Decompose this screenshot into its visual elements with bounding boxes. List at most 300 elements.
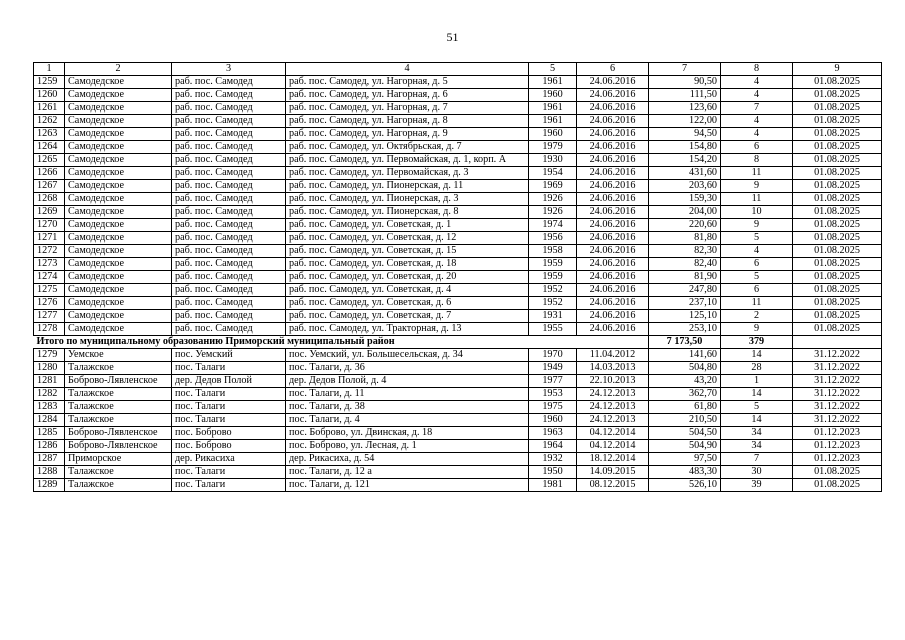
year-cell: 1949	[529, 362, 577, 375]
row-number-cell: 1262	[34, 115, 65, 128]
deadline-cell: 31.12.2022	[793, 388, 882, 401]
row-number-cell: 1288	[34, 466, 65, 479]
table-row	[34, 362, 882, 375]
deadline-cell: 01.08.2025	[793, 180, 882, 193]
year-cell: 1961	[529, 102, 577, 115]
deadline-cell: 01.08.2025	[793, 284, 882, 297]
municipality-cell: Самодедское	[65, 206, 172, 219]
settlement-cell: дер. Дедов Полой	[172, 375, 286, 388]
date-cell: 24.06.2016	[577, 284, 649, 297]
total-row	[34, 336, 882, 349]
settlement-cell: раб. пос. Самодед	[172, 297, 286, 310]
year-cell: 1963	[529, 427, 577, 440]
settlement-cell: пос. Талаги	[172, 388, 286, 401]
area-cell: 253,10	[649, 323, 721, 336]
row-number-cell: 1276	[34, 297, 65, 310]
settlement-cell: раб. пос. Самодед	[172, 76, 286, 89]
year-cell: 1950	[529, 466, 577, 479]
address-cell: дер. Рикасиха, д. 54	[286, 453, 529, 466]
deadline-cell: 01.08.2025	[793, 76, 882, 89]
column-number-8: 8	[721, 63, 793, 76]
residents-cell: 11	[721, 297, 793, 310]
table-row	[34, 323, 882, 336]
address-cell: пос. Талаги, д. 121	[286, 479, 529, 492]
area-cell: 111,50	[649, 89, 721, 102]
year-cell: 1932	[529, 453, 577, 466]
row-number-cell: 1280	[34, 362, 65, 375]
address-cell: раб. пос. Самодед, ул. Советская, д. 20	[286, 271, 529, 284]
municipality-cell: Самодедское	[65, 245, 172, 258]
area-cell: 237,10	[649, 297, 721, 310]
year-cell: 1977	[529, 375, 577, 388]
address-cell: пос. Талаги, д. 12 а	[286, 466, 529, 479]
date-cell: 04.12.2014	[577, 440, 649, 453]
row-number-cell: 1271	[34, 232, 65, 245]
area-cell: 61,80	[649, 401, 721, 414]
residents-cell: 7	[721, 453, 793, 466]
deadline-cell: 01.08.2025	[793, 115, 882, 128]
year-cell: 1975	[529, 401, 577, 414]
address-cell: раб. пос. Самодед, ул. Тракторная, д. 13	[286, 323, 529, 336]
residents-cell: 4	[721, 128, 793, 141]
settlement-cell: раб. пос. Самодед	[172, 193, 286, 206]
residents-cell: 14	[721, 349, 793, 362]
municipality-cell: Боброво-Лявленское	[65, 375, 172, 388]
total-empty-cell	[793, 336, 882, 349]
year-cell: 1955	[529, 323, 577, 336]
residents-cell: 4	[721, 89, 793, 102]
residents-cell: 1	[721, 375, 793, 388]
address-cell: раб. пос. Самодед, ул. Нагорная, д. 8	[286, 115, 529, 128]
deadline-cell: 01.08.2025	[793, 193, 882, 206]
area-cell: 43,20	[649, 375, 721, 388]
row-number-cell: 1284	[34, 414, 65, 427]
municipality-cell: Самодедское	[65, 232, 172, 245]
settlement-cell: раб. пос. Самодед	[172, 219, 286, 232]
deadline-cell: 01.08.2025	[793, 479, 882, 492]
deadline-cell: 01.12.2023	[793, 453, 882, 466]
area-cell: 154,20	[649, 154, 721, 167]
residents-cell: 11	[721, 167, 793, 180]
address-cell: раб. пос. Самодед, ул. Пионерская, д. 11	[286, 180, 529, 193]
address-cell: пос. Талаги, д. 38	[286, 401, 529, 414]
table-row	[34, 141, 882, 154]
deadline-cell: 01.08.2025	[793, 167, 882, 180]
settlement-cell: раб. пос. Самодед	[172, 245, 286, 258]
municipality-cell: Талажское	[65, 479, 172, 492]
year-cell: 1952	[529, 297, 577, 310]
table-row	[34, 414, 882, 427]
deadline-cell: 01.08.2025	[793, 89, 882, 102]
row-number-cell: 1283	[34, 401, 65, 414]
date-cell: 24.06.2016	[577, 310, 649, 323]
year-cell: 1959	[529, 271, 577, 284]
residents-cell: 6	[721, 141, 793, 154]
settlement-cell: пос. Боброво	[172, 427, 286, 440]
date-cell: 24.06.2016	[577, 297, 649, 310]
date-cell: 24.06.2016	[577, 245, 649, 258]
municipality-cell: Талажское	[65, 401, 172, 414]
municipality-cell: Боброво-Лявленское	[65, 440, 172, 453]
year-cell: 1926	[529, 193, 577, 206]
year-cell: 1961	[529, 115, 577, 128]
total-area: 7 173,50	[649, 336, 721, 349]
table-row	[34, 349, 882, 362]
date-cell: 08.12.2015	[577, 479, 649, 492]
date-cell: 24.06.2016	[577, 206, 649, 219]
residents-cell: 30	[721, 466, 793, 479]
settlement-cell: раб. пос. Самодед	[172, 141, 286, 154]
deadline-cell: 01.08.2025	[793, 141, 882, 154]
deadline-cell: 01.08.2025	[793, 310, 882, 323]
row-number-cell: 1259	[34, 76, 65, 89]
deadline-cell: 01.08.2025	[793, 128, 882, 141]
municipality-cell: Талажское	[65, 414, 172, 427]
date-cell: 24.06.2016	[577, 219, 649, 232]
settlement-cell: раб. пос. Самодед	[172, 167, 286, 180]
table-row	[34, 453, 882, 466]
deadline-cell: 01.08.2025	[793, 154, 882, 167]
housing-table	[33, 62, 882, 492]
address-cell: раб. пос. Самодед, ул. Нагорная, д. 5	[286, 76, 529, 89]
municipality-cell: Уемское	[65, 349, 172, 362]
residents-cell: 5	[721, 232, 793, 245]
table-row	[34, 219, 882, 232]
settlement-cell: пос. Боброво	[172, 440, 286, 453]
row-number-cell: 1279	[34, 349, 65, 362]
address-cell: раб. пос. Самодед, ул. Нагорная, д. 7	[286, 102, 529, 115]
date-cell: 24.06.2016	[577, 271, 649, 284]
area-cell: 82,40	[649, 258, 721, 271]
date-cell: 18.12.2014	[577, 453, 649, 466]
settlement-cell: раб. пос. Самодед	[172, 115, 286, 128]
settlement-cell: раб. пос. Самодед	[172, 323, 286, 336]
column-number-9: 9	[793, 63, 882, 76]
row-number-cell: 1268	[34, 193, 65, 206]
deadline-cell: 01.08.2025	[793, 206, 882, 219]
area-cell: 97,50	[649, 453, 721, 466]
settlement-cell: раб. пос. Самодед	[172, 154, 286, 167]
deadline-cell: 01.12.2023	[793, 440, 882, 453]
row-number-cell: 1272	[34, 245, 65, 258]
residents-cell: 5	[721, 271, 793, 284]
table-row	[34, 375, 882, 388]
settlement-cell: пос. Талаги	[172, 414, 286, 427]
address-cell: пос. Уемский, ул. Большесельская, д. 34	[286, 349, 529, 362]
row-number-cell: 1269	[34, 206, 65, 219]
column-number-3: 3	[172, 63, 286, 76]
settlement-cell: раб. пос. Самодед	[172, 284, 286, 297]
residents-cell: 5	[721, 401, 793, 414]
year-cell: 1970	[529, 349, 577, 362]
area-cell: 504,90	[649, 440, 721, 453]
date-cell: 24.12.2013	[577, 388, 649, 401]
municipality-cell: Самодедское	[65, 297, 172, 310]
address-cell: раб. пос. Самодед, ул. Советская, д. 1	[286, 219, 529, 232]
year-cell: 1931	[529, 310, 577, 323]
row-number-cell: 1289	[34, 479, 65, 492]
deadline-cell: 01.08.2025	[793, 245, 882, 258]
residents-cell: 14	[721, 388, 793, 401]
date-cell: 24.06.2016	[577, 141, 649, 154]
row-number-cell: 1278	[34, 323, 65, 336]
area-cell: 504,50	[649, 427, 721, 440]
address-cell: пос. Талаги, д. 36	[286, 362, 529, 375]
municipality-cell: Талажское	[65, 362, 172, 375]
area-cell: 203,60	[649, 180, 721, 193]
deadline-cell: 01.12.2023	[793, 427, 882, 440]
date-cell: 24.06.2016	[577, 167, 649, 180]
area-cell: 81,90	[649, 271, 721, 284]
date-cell: 24.06.2016	[577, 89, 649, 102]
table-row	[34, 102, 882, 115]
address-cell: раб. пос. Самодед, ул. Советская, д. 18	[286, 258, 529, 271]
row-number-cell: 1277	[34, 310, 65, 323]
table-row	[34, 232, 882, 245]
date-cell: 24.06.2016	[577, 180, 649, 193]
settlement-cell: раб. пос. Самодед	[172, 89, 286, 102]
deadline-cell: 01.08.2025	[793, 258, 882, 271]
municipality-cell: Самодедское	[65, 141, 172, 154]
address-cell: раб. пос. Самодед, ул. Советская, д. 7	[286, 310, 529, 323]
area-cell: 431,60	[649, 167, 721, 180]
area-cell: 82,30	[649, 245, 721, 258]
settlement-cell: раб. пос. Самодед	[172, 232, 286, 245]
settlement-cell: пос. Уемский	[172, 349, 286, 362]
year-cell: 1956	[529, 232, 577, 245]
residents-cell: 4	[721, 115, 793, 128]
deadline-cell: 01.08.2025	[793, 219, 882, 232]
settlement-cell: раб. пос. Самодед	[172, 310, 286, 323]
row-number-cell: 1274	[34, 271, 65, 284]
area-cell: 504,80	[649, 362, 721, 375]
date-cell: 24.06.2016	[577, 128, 649, 141]
year-cell: 1961	[529, 76, 577, 89]
row-number-cell: 1267	[34, 180, 65, 193]
municipality-cell: Талажское	[65, 466, 172, 479]
municipality-cell: Самодедское	[65, 258, 172, 271]
table-row	[34, 115, 882, 128]
year-cell: 1926	[529, 206, 577, 219]
column-number-2: 2	[65, 63, 172, 76]
address-cell: раб. пос. Самодед, ул. Пионерская, д. 8	[286, 206, 529, 219]
row-number-cell: 1260	[34, 89, 65, 102]
row-number-cell: 1266	[34, 167, 65, 180]
table-row	[34, 258, 882, 271]
municipality-cell: Боброво-Лявленское	[65, 427, 172, 440]
residents-cell: 34	[721, 427, 793, 440]
date-cell: 24.06.2016	[577, 102, 649, 115]
row-number-cell: 1265	[34, 154, 65, 167]
residents-cell: 8	[721, 154, 793, 167]
row-number-cell: 1286	[34, 440, 65, 453]
address-cell: раб. пос. Самодед, ул. Нагорная, д. 9	[286, 128, 529, 141]
table-row	[34, 427, 882, 440]
address-cell: раб. пос. Самодед, ул. Советская, д. 4	[286, 284, 529, 297]
municipality-cell: Самодедское	[65, 102, 172, 115]
address-cell: раб. пос. Самодед, ул. Первомайская, д. 3	[286, 167, 529, 180]
table-row	[34, 193, 882, 206]
date-cell: 24.12.2013	[577, 401, 649, 414]
table-row	[34, 245, 882, 258]
column-number-6: 6	[577, 63, 649, 76]
row-number-cell: 1282	[34, 388, 65, 401]
municipality-cell: Самодедское	[65, 76, 172, 89]
year-cell: 1969	[529, 180, 577, 193]
date-cell: 04.12.2014	[577, 427, 649, 440]
row-number-cell: 1273	[34, 258, 65, 271]
area-cell: 362,70	[649, 388, 721, 401]
municipality-cell: Самодедское	[65, 323, 172, 336]
area-cell: 247,80	[649, 284, 721, 297]
residents-cell: 7	[721, 102, 793, 115]
settlement-cell: пос. Талаги	[172, 401, 286, 414]
year-cell: 1958	[529, 245, 577, 258]
deadline-cell: 01.08.2025	[793, 323, 882, 336]
table-row	[34, 284, 882, 297]
date-cell: 24.06.2016	[577, 115, 649, 128]
date-cell: 14.03.2013	[577, 362, 649, 375]
year-cell: 1952	[529, 284, 577, 297]
date-cell: 24.12.2013	[577, 414, 649, 427]
row-number-cell: 1261	[34, 102, 65, 115]
settlement-cell: раб. пос. Самодед	[172, 258, 286, 271]
page-number: 51	[446, 30, 459, 44]
deadline-cell: 01.08.2025	[793, 271, 882, 284]
table-row	[34, 180, 882, 193]
municipality-cell: Самодедское	[65, 180, 172, 193]
settlement-cell: раб. пос. Самодед	[172, 128, 286, 141]
municipality-cell: Самодедское	[65, 89, 172, 102]
total-label: Итого по муниципальному образованию Приморский муниципальный район	[36, 336, 395, 347]
area-cell: 526,10	[649, 479, 721, 492]
residents-cell: 28	[721, 362, 793, 375]
year-cell: 1960	[529, 89, 577, 102]
date-cell: 24.06.2016	[577, 154, 649, 167]
table-row	[34, 388, 882, 401]
column-number-1: 1	[34, 63, 65, 76]
row-number-cell: 1264	[34, 141, 65, 154]
address-cell: раб. пос. Самодед, ул. Советская, д. 12	[286, 232, 529, 245]
address-cell: дер. Дедов Полой, д. 4	[286, 375, 529, 388]
area-cell: 123,60	[649, 102, 721, 115]
residents-cell: 4	[721, 76, 793, 89]
date-cell: 24.06.2016	[577, 193, 649, 206]
row-number-cell: 1270	[34, 219, 65, 232]
address-cell: раб. пос. Самодед, ул. Советская, д. 6	[286, 297, 529, 310]
column-number-7: 7	[649, 63, 721, 76]
deadline-cell: 31.12.2022	[793, 362, 882, 375]
year-cell: 1981	[529, 479, 577, 492]
table-row	[34, 89, 882, 102]
municipality-cell: Самодедское	[65, 167, 172, 180]
table-row	[34, 206, 882, 219]
address-cell: пос. Боброво, ул. Лесная, д. 1	[286, 440, 529, 453]
residents-cell: 9	[721, 323, 793, 336]
area-cell: 483,30	[649, 466, 721, 479]
table-row	[34, 297, 882, 310]
row-number-cell: 1275	[34, 284, 65, 297]
table-row	[34, 76, 882, 89]
area-cell: 154,80	[649, 141, 721, 154]
settlement-cell: раб. пос. Самодед	[172, 271, 286, 284]
residents-cell: 14	[721, 414, 793, 427]
deadline-cell: 31.12.2022	[793, 375, 882, 388]
area-cell: 94,50	[649, 128, 721, 141]
municipality-cell: Талажское	[65, 388, 172, 401]
residents-cell: 11	[721, 193, 793, 206]
table-row	[34, 466, 882, 479]
municipality-cell: Самодедское	[65, 284, 172, 297]
deadline-cell: 01.08.2025	[793, 232, 882, 245]
settlement-cell: пос. Талаги	[172, 479, 286, 492]
year-cell: 1953	[529, 388, 577, 401]
row-number-cell: 1281	[34, 375, 65, 388]
settlement-cell: раб. пос. Самодед	[172, 206, 286, 219]
residents-cell: 10	[721, 206, 793, 219]
area-cell: 90,50	[649, 76, 721, 89]
municipality-cell: Самодедское	[65, 115, 172, 128]
year-cell: 1964	[529, 440, 577, 453]
table-row	[34, 401, 882, 414]
deadline-cell: 31.12.2022	[793, 349, 882, 362]
area-cell: 122,00	[649, 115, 721, 128]
residents-cell: 9	[721, 180, 793, 193]
settlement-cell: пос. Талаги	[172, 362, 286, 375]
year-cell: 1960	[529, 128, 577, 141]
settlement-cell: дер. Рикасиха	[172, 453, 286, 466]
area-cell: 204,00	[649, 206, 721, 219]
municipality-cell: Самодедское	[65, 128, 172, 141]
residents-cell: 2	[721, 310, 793, 323]
year-cell: 1974	[529, 219, 577, 232]
municipality-cell: Самодедское	[65, 219, 172, 232]
table-row	[34, 128, 882, 141]
row-number-cell: 1287	[34, 453, 65, 466]
address-cell: раб. пос. Самодед, ул. Октябрьская, д. 7	[286, 141, 529, 154]
municipality-cell: Самодедское	[65, 310, 172, 323]
column-number-4: 4	[286, 63, 529, 76]
total-count: 379	[721, 336, 793, 349]
area-cell: 220,60	[649, 219, 721, 232]
column-number-5: 5	[529, 63, 577, 76]
year-cell: 1954	[529, 167, 577, 180]
address-cell: пос. Талаги, д. 11	[286, 388, 529, 401]
deadline-cell: 31.12.2022	[793, 414, 882, 427]
address-cell: раб. пос. Самодед, ул. Пионерская, д. 3	[286, 193, 529, 206]
date-cell: 24.06.2016	[577, 76, 649, 89]
residents-cell: 6	[721, 284, 793, 297]
date-cell: 22.10.2013	[577, 375, 649, 388]
municipality-cell: Самодедское	[65, 193, 172, 206]
table-row	[34, 440, 882, 453]
address-cell: пос. Боброво, ул. Двинская, д. 18	[286, 427, 529, 440]
area-cell: 159,30	[649, 193, 721, 206]
address-cell: раб. пос. Самодед, ул. Первомайская, д. 1, корп. А	[286, 154, 529, 167]
residents-cell: 34	[721, 440, 793, 453]
area-cell: 141,60	[649, 349, 721, 362]
deadline-cell: 01.08.2025	[793, 297, 882, 310]
date-cell: 14.09.2015	[577, 466, 649, 479]
residents-cell: 9	[721, 219, 793, 232]
municipality-cell: Приморское	[65, 453, 172, 466]
date-cell: 24.06.2016	[577, 258, 649, 271]
table-header-row	[34, 63, 882, 76]
deadline-cell: 01.08.2025	[793, 466, 882, 479]
settlement-cell: пос. Талаги	[172, 466, 286, 479]
year-cell: 1930	[529, 154, 577, 167]
year-cell: 1960	[529, 414, 577, 427]
